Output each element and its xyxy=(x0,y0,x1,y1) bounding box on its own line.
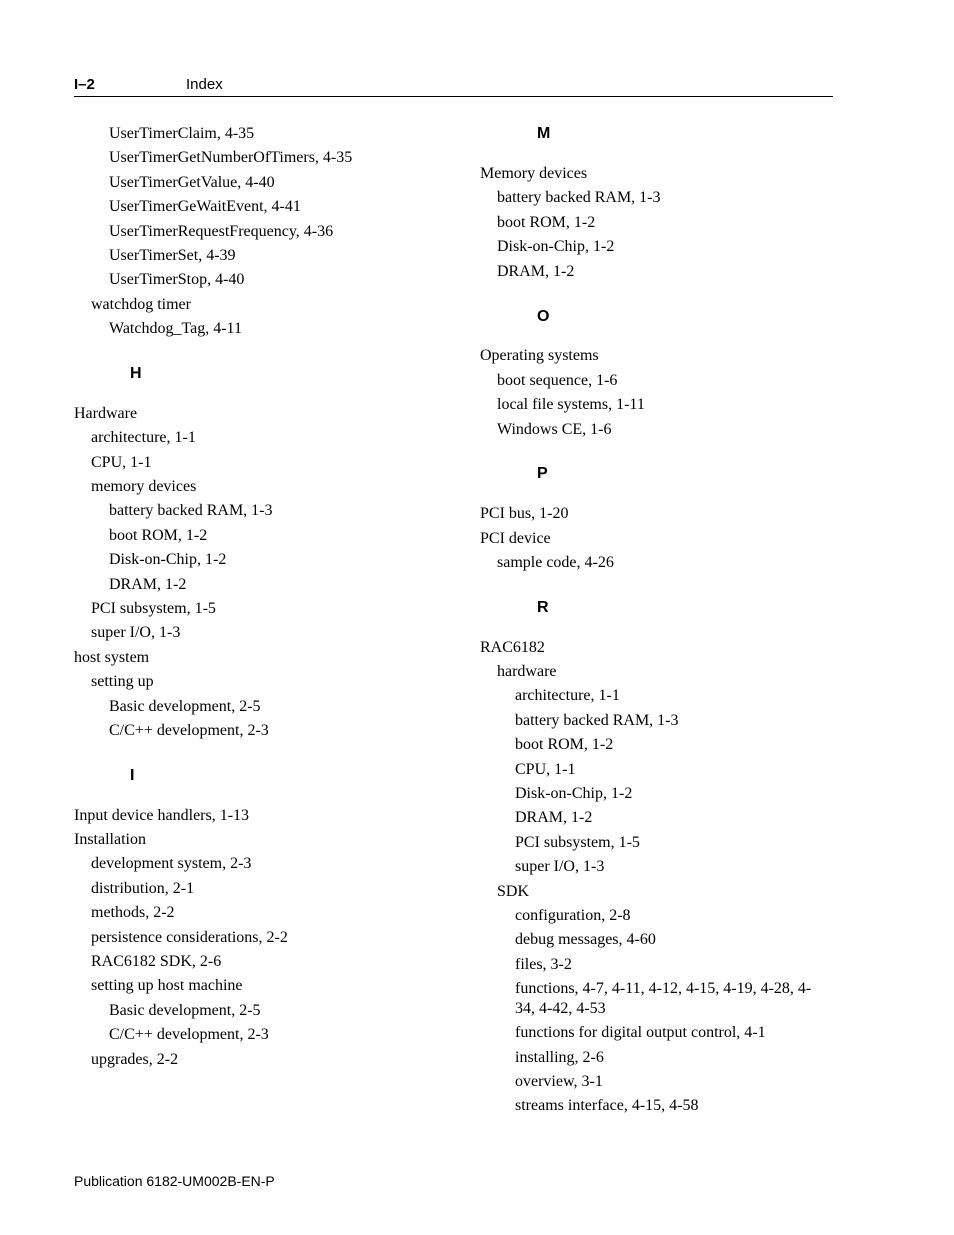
header-title: Index xyxy=(186,76,223,93)
index-entry: Operating systems xyxy=(480,347,599,364)
section-letter-m: M xyxy=(537,125,551,142)
index-entry: RAC6182 xyxy=(480,639,545,656)
index-entry: SDK xyxy=(497,883,530,900)
index-entry: super I/O, 1-3 xyxy=(515,858,605,875)
index-entry: sample code, 4-26 xyxy=(497,554,614,571)
index-entry: Disk-on-Chip, 1-2 xyxy=(515,785,633,802)
index-entry: DRAM, 1-2 xyxy=(515,809,593,826)
section-letter-o: O xyxy=(537,308,550,325)
index-entry: Memory devices xyxy=(480,165,588,182)
section-letter-h: H xyxy=(130,365,142,382)
index-entry: Basic development, 2-5 xyxy=(109,698,261,715)
index-entry: debug messages, 4-60 xyxy=(515,931,656,948)
index-entry: boot ROM, 1-2 xyxy=(109,527,208,544)
index-entry: battery backed RAM, 1-3 xyxy=(497,189,661,206)
index-entry: overview, 3-1 xyxy=(515,1073,603,1090)
index-entry: UserTimerClaim, 4-35 xyxy=(109,125,255,142)
index-entry: battery backed RAM, 1-3 xyxy=(515,712,679,729)
index-entry: Disk-on-Chip, 1-2 xyxy=(497,238,615,255)
index-entry: distribution, 2-1 xyxy=(91,880,195,897)
page-header xyxy=(0,76,954,96)
index-entry: host system xyxy=(74,649,150,666)
index-entry: development system, 2-3 xyxy=(91,855,252,872)
index-entry: CPU, 1-1 xyxy=(515,761,576,778)
index-entry: C/C++ development, 2-3 xyxy=(109,1026,269,1043)
page-footer: Publication 6182-UM002B-EN-P xyxy=(74,1173,275,1189)
index-entry: UserTimerGeWaitEvent, 4-41 xyxy=(109,198,301,215)
index-entry: UserTimerStop, 4-40 xyxy=(109,271,245,288)
page-number: I–2 xyxy=(74,76,95,93)
section-letter-p: P xyxy=(537,465,548,482)
index-entry: UserTimerSet, 4-39 xyxy=(109,247,236,264)
index-entry: C/C++ development, 2-3 xyxy=(109,722,269,739)
index-entry: local file systems, 1-11 xyxy=(497,396,645,413)
index-entry: PCI subsystem, 1-5 xyxy=(515,834,640,851)
index-entry: architecture, 1-1 xyxy=(515,687,620,704)
index-entry: Watchdog_Tag, 4-11 xyxy=(109,320,242,337)
index-entry: PCI bus, 1-20 xyxy=(480,505,569,522)
index-entry: configuration, 2-8 xyxy=(515,907,631,924)
index-entry: setting up xyxy=(91,673,154,690)
index-entry: Installation xyxy=(74,831,146,848)
index-entry: boot sequence, 1-6 xyxy=(497,372,618,389)
index-entry: architecture, 1-1 xyxy=(91,429,196,446)
index-entry: UserTimerGetNumberOfTimers, 4-35 xyxy=(109,149,353,166)
index-entry: Basic development, 2-5 xyxy=(109,1002,261,1019)
index-entry: UserTimerRequestFrequency, 4-36 xyxy=(109,223,334,240)
index-entry: Disk-on-Chip, 1-2 xyxy=(109,551,227,568)
index-entry: files, 3-2 xyxy=(515,956,572,973)
index-entry: Windows CE, 1-6 xyxy=(497,421,612,438)
index-entry: CPU, 1-1 xyxy=(91,454,152,471)
index-entry: streams interface, 4-15, 4-58 xyxy=(515,1097,699,1114)
index-entry: battery backed RAM, 1-3 xyxy=(109,502,273,519)
index-entry: super I/O, 1-3 xyxy=(91,624,181,641)
index-entry: PCI subsystem, 1-5 xyxy=(91,600,216,617)
index-entry: boot ROM, 1-2 xyxy=(515,736,614,753)
index-entry: hardware xyxy=(497,663,557,680)
section-letter-r: R xyxy=(537,599,549,616)
index-entry: methods, 2-2 xyxy=(91,904,175,921)
index-entry: persistence considerations, 2-2 xyxy=(91,929,288,946)
index-entry: watchdog timer xyxy=(91,296,191,313)
index-entry: Input device handlers, 1-13 xyxy=(74,807,250,824)
index-entry: boot ROM, 1-2 xyxy=(497,214,596,231)
index-entry: upgrades, 2-2 xyxy=(91,1051,179,1068)
index-entry: memory devices xyxy=(91,478,197,495)
index-entry: functions, 4-7, 4-11, 4-12, 4-15, 4-19, 4-28, 4-34, 4-42, 4-53 xyxy=(515,980,812,1017)
index-entry: DRAM, 1-2 xyxy=(109,576,187,593)
index-entry: DRAM, 1-2 xyxy=(497,263,575,280)
index-entry: Hardware xyxy=(74,405,138,422)
index-entry: PCI device xyxy=(480,530,551,547)
index-entry: setting up host machine xyxy=(91,977,243,994)
index-entry: installing, 2-6 xyxy=(515,1049,604,1066)
index-entry: functions for digital output control, 4-1 xyxy=(515,1024,766,1041)
index-entry: RAC6182 SDK, 2-6 xyxy=(91,953,222,970)
index-entry: UserTimerGetValue, 4-40 xyxy=(109,174,275,191)
section-letter-i: I xyxy=(130,767,135,784)
header-rule xyxy=(74,96,833,97)
